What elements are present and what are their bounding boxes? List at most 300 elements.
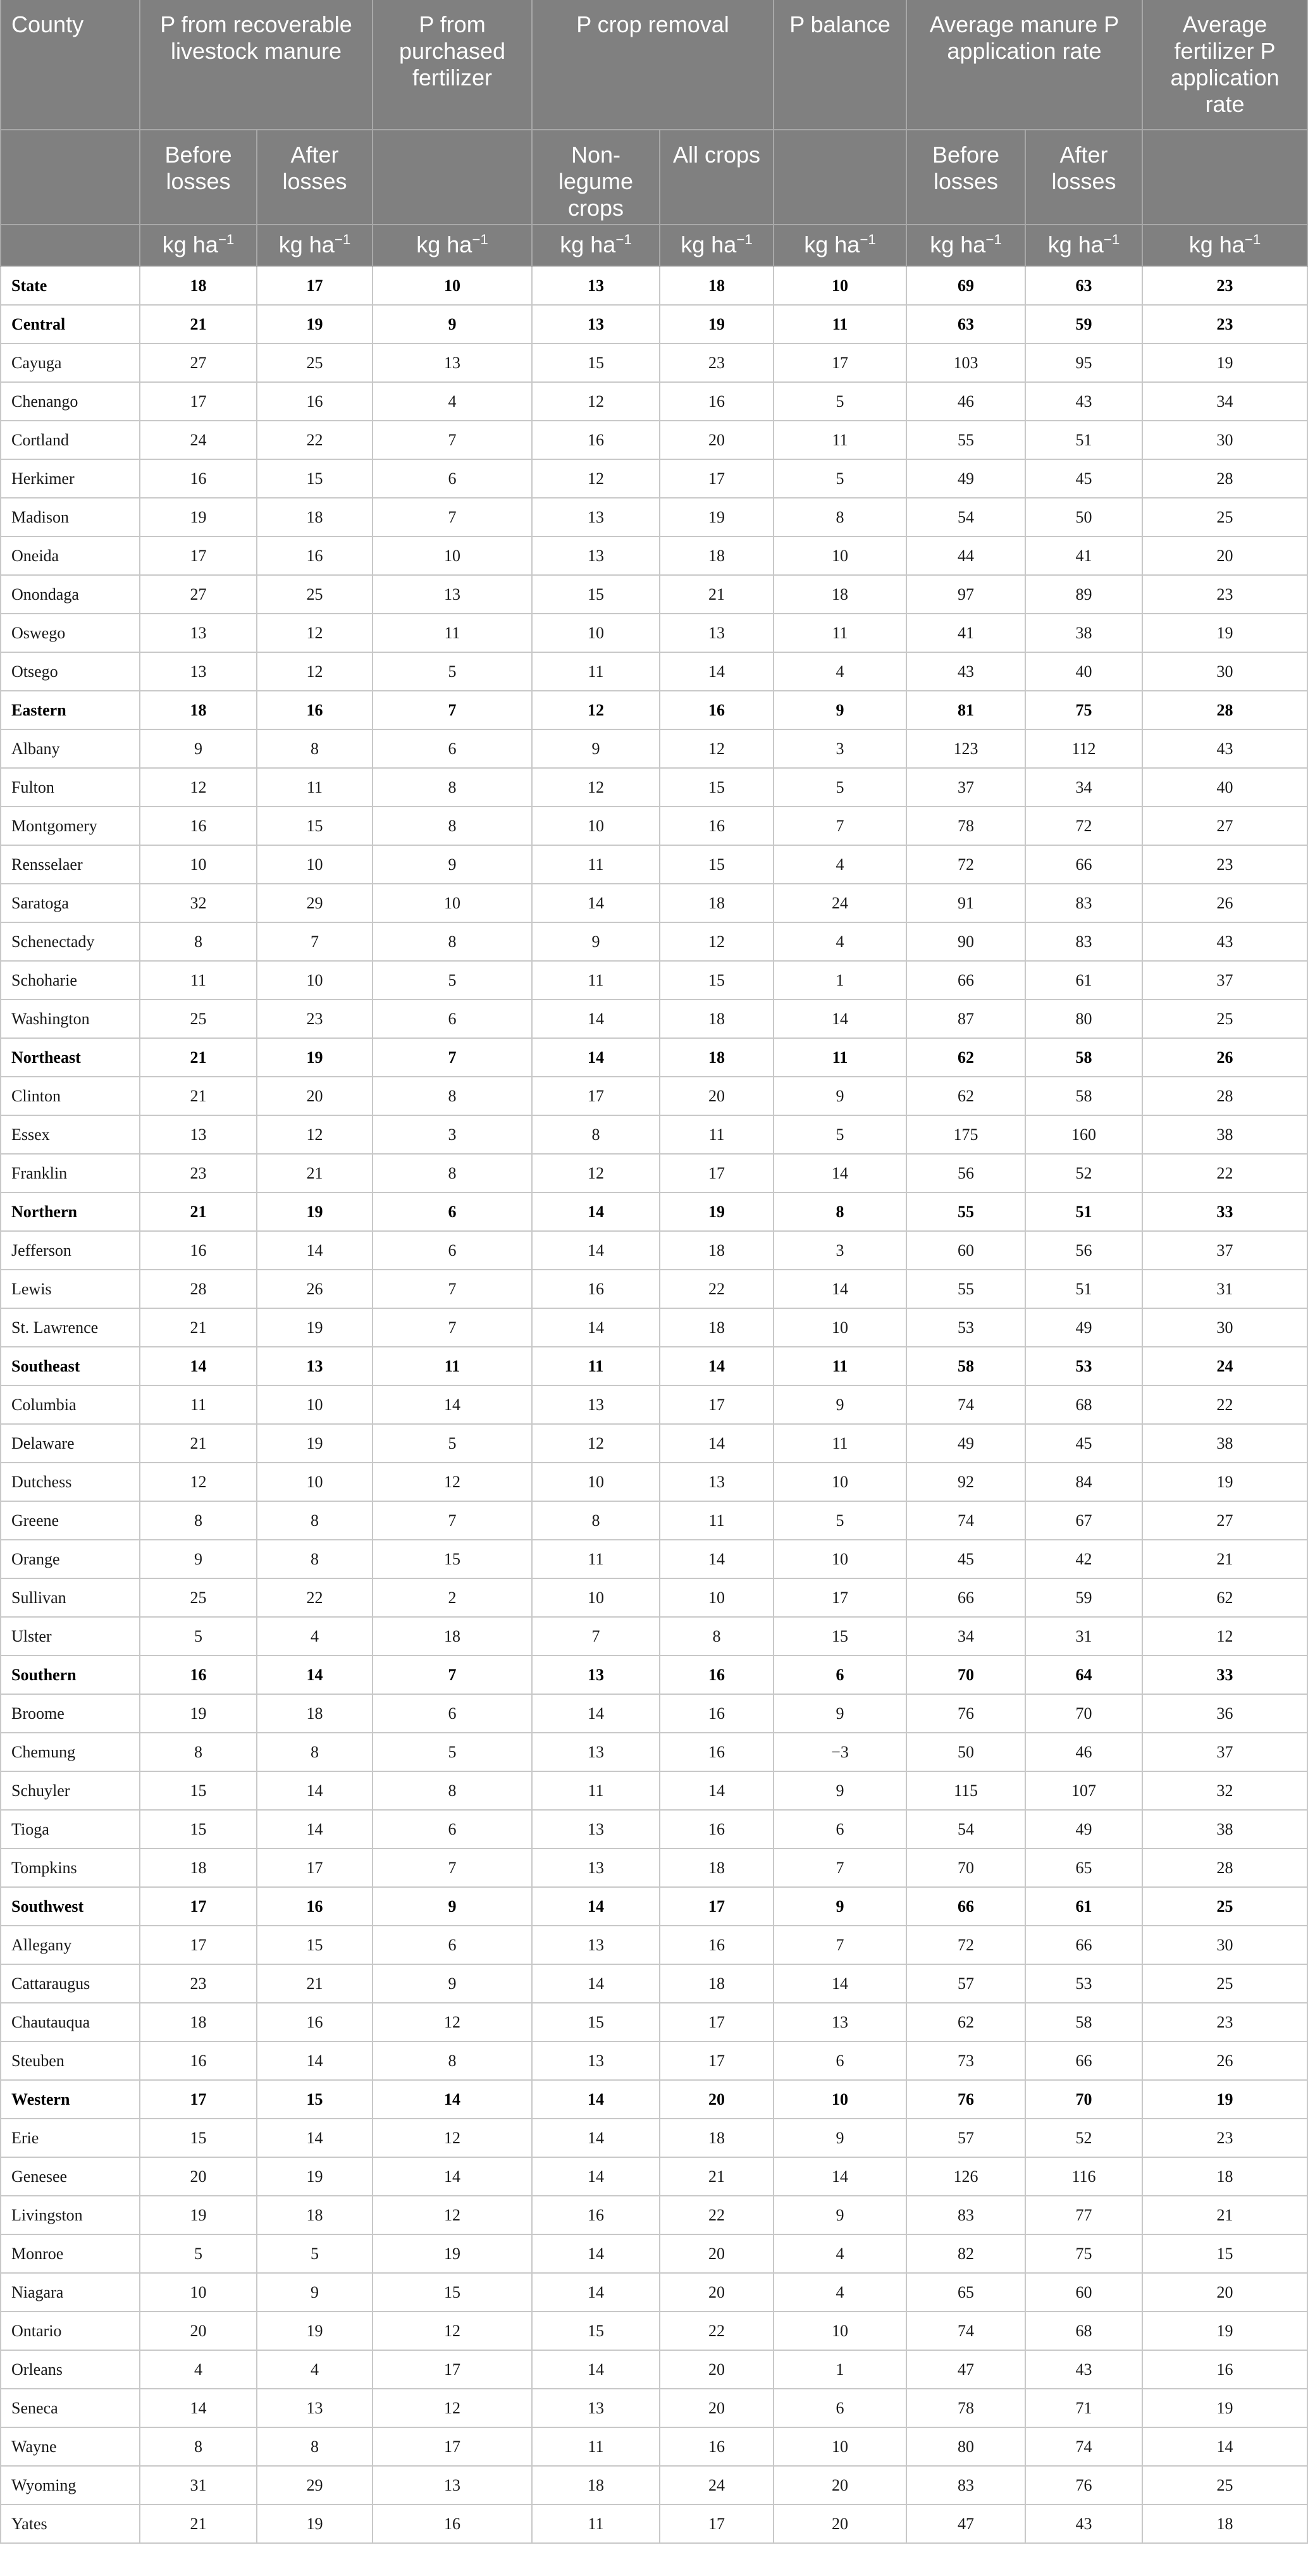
header-fertilizer-rate: Average fertilizer P application rate <box>1142 0 1307 130</box>
rate-before-cell: 49 <box>906 459 1025 498</box>
rate-before-cell: 82 <box>906 2234 1025 2273</box>
table-row <box>1 1501 1307 1540</box>
manure-before-cell: 16 <box>140 1656 257 1694</box>
fert-rate-cell: 26 <box>1142 2041 1307 2080</box>
balance-cell: 17 <box>774 344 906 382</box>
header-p-balance: P balance <box>774 0 906 130</box>
manure-before-cell: 14 <box>140 1347 257 1385</box>
header-all-crops: All crops <box>660 130 774 225</box>
region-row <box>1 1887 1307 1926</box>
manure-before-cell: 17 <box>140 382 257 421</box>
table-row <box>1 2196 1307 2234</box>
unit-label <box>660 225 774 266</box>
manure-before-cell: 15 <box>140 2119 257 2157</box>
manure-before-cell: 8 <box>140 1501 257 1540</box>
all-crops-cell: 16 <box>660 382 774 421</box>
balance-cell: 17 <box>774 1578 906 1617</box>
manure-before-cell: 11 <box>140 961 257 1000</box>
rate-after-cell: 42 <box>1025 1540 1142 1578</box>
county-cell: Southwest <box>1 1887 140 1926</box>
manure-after-cell: 14 <box>257 2041 373 2080</box>
rate-before-cell: 92 <box>906 1463 1025 1501</box>
county-cell: Northeast <box>1 1038 140 1077</box>
non-legume-cell: 13 <box>532 2389 660 2427</box>
non-legume-cell: 15 <box>532 344 660 382</box>
fert-rate-cell: 25 <box>1142 1887 1307 1926</box>
header-manure-before-losses: Before losses <box>140 130 257 225</box>
county-cell: Onondaga <box>1 575 140 614</box>
fert-rate-cell: 25 <box>1142 1964 1307 2003</box>
region-row <box>1 1038 1307 1077</box>
fert-rate-cell: 33 <box>1142 1192 1307 1231</box>
county-cell: Orange <box>1 1540 140 1578</box>
balance-cell: 6 <box>774 1810 906 1848</box>
manure-after-cell: 8 <box>257 729 373 768</box>
fertilizer-cell: 12 <box>373 2389 532 2427</box>
all-crops-cell: 21 <box>660 2157 774 2196</box>
manure-before-cell: 5 <box>140 2234 257 2273</box>
all-crops-cell: 18 <box>660 1964 774 2003</box>
rate-after-cell: 59 <box>1025 1578 1142 1617</box>
non-legume-cell: 15 <box>532 575 660 614</box>
fert-rate-cell: 19 <box>1142 2080 1307 2119</box>
header-non-legume-crops: Non-legume crops <box>532 130 660 225</box>
fertilizer-cell: 6 <box>373 1000 532 1038</box>
manure-before-cell: 13 <box>140 652 257 691</box>
unit-base: kg ha <box>681 232 737 257</box>
balance-cell: 5 <box>774 768 906 807</box>
table-row <box>1 729 1307 768</box>
fert-rate-cell: 30 <box>1142 1926 1307 1964</box>
balance-cell: 10 <box>774 2312 906 2350</box>
all-crops-cell: 14 <box>660 1424 774 1463</box>
region-row <box>1 1192 1307 1231</box>
manure-before-cell: 9 <box>140 729 257 768</box>
rate-before-cell: 58 <box>906 1347 1025 1385</box>
county-cell: Madison <box>1 498 140 536</box>
non-legume-cell: 14 <box>532 2273 660 2312</box>
balance-cell: 24 <box>774 884 906 922</box>
header-row-groups <box>1 0 1307 130</box>
balance-cell: 11 <box>774 421 906 459</box>
manure-before-cell: 17 <box>140 536 257 575</box>
rate-before-cell: 46 <box>906 382 1025 421</box>
fertilizer-cell: 2 <box>373 1578 532 1617</box>
fertilizer-cell: 8 <box>373 768 532 807</box>
rate-before-cell: 54 <box>906 498 1025 536</box>
table-row <box>1 1964 1307 2003</box>
manure-after-cell: 19 <box>257 1308 373 1347</box>
fert-rate-cell: 22 <box>1142 1154 1307 1192</box>
rate-after-cell: 65 <box>1025 1848 1142 1887</box>
manure-before-cell: 14 <box>140 2389 257 2427</box>
header-rate-before-losses: Before losses <box>906 130 1025 225</box>
header-blank <box>1 225 140 266</box>
manure-after-cell: 23 <box>257 1000 373 1038</box>
fertilizer-cell: 8 <box>373 922 532 961</box>
manure-after-cell: 19 <box>257 2157 373 2196</box>
rate-after-cell: 45 <box>1025 459 1142 498</box>
rate-after-cell: 34 <box>1025 768 1142 807</box>
fertilizer-cell: 8 <box>373 1771 532 1810</box>
fertilizer-cell: 9 <box>373 1887 532 1926</box>
fert-rate-cell: 32 <box>1142 1771 1307 1810</box>
non-legume-cell: 16 <box>532 1270 660 1308</box>
county-cell: Chenango <box>1 382 140 421</box>
all-crops-cell: 15 <box>660 961 774 1000</box>
rate-after-cell: 53 <box>1025 1964 1142 2003</box>
fert-rate-cell: 23 <box>1142 575 1307 614</box>
rate-after-cell: 49 <box>1025 1308 1142 1347</box>
balance-cell: 5 <box>774 1115 906 1154</box>
county-cell: Herkimer <box>1 459 140 498</box>
fertilizer-cell: 17 <box>373 2350 532 2389</box>
fert-rate-cell: 28 <box>1142 691 1307 729</box>
rate-before-cell: 97 <box>906 575 1025 614</box>
rate-before-cell: 37 <box>906 768 1025 807</box>
rate-after-cell: 80 <box>1025 1000 1142 1038</box>
all-crops-cell: 16 <box>660 2427 774 2466</box>
rate-after-cell: 61 <box>1025 961 1142 1000</box>
manure-before-cell: 16 <box>140 2041 257 2080</box>
manure-after-cell: 19 <box>257 1192 373 1231</box>
fert-rate-cell: 28 <box>1142 459 1307 498</box>
fert-rate-cell: 19 <box>1142 2312 1307 2350</box>
all-crops-cell: 16 <box>660 691 774 729</box>
table-row <box>1 1694 1307 1733</box>
all-crops-cell: 17 <box>660 2505 774 2543</box>
rate-before-cell: 45 <box>906 1540 1025 1578</box>
fert-rate-cell: 19 <box>1142 344 1307 382</box>
manure-before-cell: 18 <box>140 2003 257 2041</box>
rate-after-cell: 58 <box>1025 2003 1142 2041</box>
rate-after-cell: 58 <box>1025 1038 1142 1077</box>
manure-before-cell: 21 <box>140 1038 257 1077</box>
non-legume-cell: 18 <box>532 2466 660 2505</box>
balance-cell: 7 <box>774 1848 906 1887</box>
table-row <box>1 1308 1307 1347</box>
rate-after-cell: 59 <box>1025 305 1142 344</box>
manure-before-cell: 8 <box>140 1733 257 1771</box>
manure-before-cell: 9 <box>140 1540 257 1578</box>
balance-cell: 7 <box>774 807 906 845</box>
header-manure-after-losses: After losses <box>257 130 373 225</box>
fert-rate-cell: 20 <box>1142 2273 1307 2312</box>
all-crops-cell: 20 <box>660 421 774 459</box>
non-legume-cell: 13 <box>532 2041 660 2080</box>
table-row <box>1 2466 1307 2505</box>
balance-cell: 4 <box>774 922 906 961</box>
balance-cell: 9 <box>774 1771 906 1810</box>
manure-after-cell: 10 <box>257 961 373 1000</box>
unit-exponent: −1 <box>472 232 488 247</box>
all-crops-cell: 18 <box>660 1308 774 1347</box>
non-legume-cell: 14 <box>532 1038 660 1077</box>
non-legume-cell: 16 <box>532 421 660 459</box>
fertilizer-cell: 6 <box>373 459 532 498</box>
table-row <box>1 459 1307 498</box>
non-legume-cell: 13 <box>532 1385 660 1424</box>
unit-label <box>1142 225 1307 266</box>
county-cell: Genesee <box>1 2157 140 2196</box>
non-legume-cell: 14 <box>532 2157 660 2196</box>
rate-before-cell: 76 <box>906 2080 1025 2119</box>
balance-cell: 9 <box>774 691 906 729</box>
rate-before-cell: 55 <box>906 1270 1025 1308</box>
fertilizer-cell: 7 <box>373 498 532 536</box>
fertilizer-cell: 12 <box>373 2196 532 2234</box>
non-legume-cell: 12 <box>532 691 660 729</box>
table-row <box>1 498 1307 536</box>
all-crops-cell: 18 <box>660 536 774 575</box>
rate-after-cell: 67 <box>1025 1501 1142 1540</box>
fertilizer-cell: 6 <box>373 729 532 768</box>
manure-before-cell: 8 <box>140 922 257 961</box>
unit-label <box>1025 225 1142 266</box>
fert-rate-cell: 37 <box>1142 1733 1307 1771</box>
manure-after-cell: 22 <box>257 421 373 459</box>
rate-before-cell: 47 <box>906 2350 1025 2389</box>
county-cell: Wayne <box>1 2427 140 2466</box>
manure-after-cell: 15 <box>257 1926 373 1964</box>
rate-before-cell: 62 <box>906 2003 1025 2041</box>
manure-after-cell: 15 <box>257 2080 373 2119</box>
manure-after-cell: 16 <box>257 382 373 421</box>
table-row <box>1 1810 1307 1848</box>
unit-exponent: −1 <box>218 232 235 247</box>
county-cell: Tompkins <box>1 1848 140 1887</box>
fert-rate-cell: 23 <box>1142 305 1307 344</box>
rate-after-cell: 66 <box>1025 1926 1142 1964</box>
table-row <box>1 922 1307 961</box>
all-crops-cell: 15 <box>660 845 774 884</box>
rate-before-cell: 74 <box>906 1385 1025 1424</box>
all-crops-cell: 16 <box>660 1810 774 1848</box>
fertilizer-cell: 10 <box>373 884 532 922</box>
non-legume-cell: 14 <box>532 1964 660 2003</box>
non-legume-cell: 13 <box>532 536 660 575</box>
balance-cell: 6 <box>774 1656 906 1694</box>
rate-after-cell: 40 <box>1025 652 1142 691</box>
rate-after-cell: 70 <box>1025 1694 1142 1733</box>
county-cell: Allegany <box>1 1926 140 1964</box>
rate-before-cell: 41 <box>906 614 1025 652</box>
non-legume-cell: 11 <box>532 2505 660 2543</box>
table-row <box>1 2312 1307 2350</box>
fert-rate-cell: 19 <box>1142 614 1307 652</box>
fertilizer-cell: 9 <box>373 1964 532 2003</box>
county-cell: Cayuga <box>1 344 140 382</box>
rate-after-cell: 89 <box>1025 575 1142 614</box>
fertilizer-cell: 7 <box>373 421 532 459</box>
rate-before-cell: 66 <box>906 1578 1025 1617</box>
manure-before-cell: 28 <box>140 1270 257 1308</box>
manure-after-cell: 8 <box>257 1501 373 1540</box>
balance-cell: 18 <box>774 575 906 614</box>
manure-before-cell: 17 <box>140 2080 257 2119</box>
all-crops-cell: 18 <box>660 884 774 922</box>
rate-after-cell: 112 <box>1025 729 1142 768</box>
unit-label <box>257 225 373 266</box>
rate-before-cell: 66 <box>906 961 1025 1000</box>
fertilizer-cell: 13 <box>373 575 532 614</box>
manure-before-cell: 21 <box>140 305 257 344</box>
all-crops-cell: 12 <box>660 922 774 961</box>
non-legume-cell: 13 <box>532 305 660 344</box>
non-legume-cell: 13 <box>532 1810 660 1848</box>
non-legume-cell: 14 <box>532 1231 660 1270</box>
non-legume-cell: 12 <box>532 1424 660 1463</box>
balance-cell: 10 <box>774 1463 906 1501</box>
rate-after-cell: 84 <box>1025 1463 1142 1501</box>
fertilizer-cell: 5 <box>373 652 532 691</box>
county-cell: Tioga <box>1 1810 140 1848</box>
non-legume-cell: 14 <box>532 1192 660 1231</box>
fertilizer-cell: 3 <box>373 1115 532 1154</box>
all-crops-cell: 16 <box>660 1694 774 1733</box>
balance-cell: 6 <box>774 2389 906 2427</box>
fert-rate-cell: 23 <box>1142 2119 1307 2157</box>
rate-after-cell: 66 <box>1025 845 1142 884</box>
manure-before-cell: 4 <box>140 2350 257 2389</box>
fert-rate-cell: 26 <box>1142 884 1307 922</box>
fert-rate-cell: 37 <box>1142 961 1307 1000</box>
region-row <box>1 691 1307 729</box>
balance-cell: 9 <box>774 1887 906 1926</box>
table-row <box>1 1926 1307 1964</box>
county-cell: Steuben <box>1 2041 140 2080</box>
rate-before-cell: 62 <box>906 1038 1025 1077</box>
fert-rate-cell: 27 <box>1142 1501 1307 1540</box>
rate-after-cell: 64 <box>1025 1656 1142 1694</box>
all-crops-cell: 14 <box>660 1540 774 1578</box>
balance-cell: 11 <box>774 305 906 344</box>
rate-before-cell: 87 <box>906 1000 1025 1038</box>
all-crops-cell: 17 <box>660 1154 774 1192</box>
fertilizer-cell: 10 <box>373 266 532 305</box>
table-row <box>1 1733 1307 1771</box>
fertilizer-cell: 19 <box>373 2234 532 2273</box>
table-row <box>1 807 1307 845</box>
manure-before-cell: 19 <box>140 2196 257 2234</box>
balance-cell: 5 <box>774 459 906 498</box>
balance-cell: 10 <box>774 266 906 305</box>
manure-after-cell: 14 <box>257 1771 373 1810</box>
non-legume-cell: 14 <box>532 1887 660 1926</box>
fert-rate-cell: 27 <box>1142 807 1307 845</box>
balance-cell: 10 <box>774 536 906 575</box>
rate-after-cell: 76 <box>1025 2466 1142 2505</box>
table-row <box>1 1115 1307 1154</box>
table-row <box>1 1424 1307 1463</box>
manure-before-cell: 18 <box>140 691 257 729</box>
balance-cell: 10 <box>774 1308 906 1347</box>
manure-after-cell: 14 <box>257 1810 373 1848</box>
table-row <box>1 1270 1307 1308</box>
header-crop-removal: P crop removal <box>532 0 774 130</box>
non-legume-cell: 14 <box>532 1308 660 1347</box>
non-legume-cell: 8 <box>532 1501 660 1540</box>
non-legume-cell: 11 <box>532 1347 660 1385</box>
county-cell: Oswego <box>1 614 140 652</box>
balance-cell: 11 <box>774 1347 906 1385</box>
manure-before-cell: 21 <box>140 1077 257 1115</box>
manure-before-cell: 25 <box>140 1000 257 1038</box>
fert-rate-cell: 14 <box>1142 2427 1307 2466</box>
unit-base: kg ha <box>162 232 218 257</box>
all-crops-cell: 18 <box>660 1231 774 1270</box>
rate-after-cell: 51 <box>1025 1270 1142 1308</box>
fertilizer-cell: 7 <box>373 1656 532 1694</box>
manure-before-cell: 16 <box>140 807 257 845</box>
county-cell: Southern <box>1 1656 140 1694</box>
fert-rate-cell: 23 <box>1142 266 1307 305</box>
county-cell: Central <box>1 305 140 344</box>
all-crops-cell: 14 <box>660 1347 774 1385</box>
non-legume-cell: 13 <box>532 1926 660 1964</box>
non-legume-cell: 12 <box>532 382 660 421</box>
table-row <box>1 382 1307 421</box>
manure-before-cell: 10 <box>140 2273 257 2312</box>
non-legume-cell: 11 <box>532 1540 660 1578</box>
manure-after-cell: 5 <box>257 2234 373 2273</box>
manure-after-cell: 18 <box>257 1694 373 1733</box>
table-row <box>1 1771 1307 1810</box>
balance-cell: 9 <box>774 1077 906 1115</box>
table-row <box>1 1000 1307 1038</box>
non-legume-cell: 8 <box>532 1115 660 1154</box>
fert-rate-cell: 34 <box>1142 382 1307 421</box>
balance-cell: 1 <box>774 2350 906 2389</box>
manure-after-cell: 19 <box>257 1038 373 1077</box>
fert-rate-cell: 23 <box>1142 2003 1307 2041</box>
all-crops-cell: 24 <box>660 2466 774 2505</box>
unit-label <box>140 225 257 266</box>
manure-before-cell: 12 <box>140 768 257 807</box>
non-legume-cell: 11 <box>532 652 660 691</box>
non-legume-cell: 13 <box>532 266 660 305</box>
balance-cell: 8 <box>774 1192 906 1231</box>
table-row <box>1 1231 1307 1270</box>
fertilizer-cell: 9 <box>373 845 532 884</box>
unit-base: kg ha <box>278 232 335 257</box>
fertilizer-cell: 6 <box>373 1810 532 1848</box>
rate-after-cell: 60 <box>1025 2273 1142 2312</box>
manure-before-cell: 13 <box>140 614 257 652</box>
all-crops-cell: 20 <box>660 2350 774 2389</box>
county-cell: Montgomery <box>1 807 140 845</box>
rate-after-cell: 83 <box>1025 884 1142 922</box>
fert-rate-cell: 38 <box>1142 1810 1307 1848</box>
county-cell: Niagara <box>1 2273 140 2312</box>
balance-cell: 6 <box>774 2041 906 2080</box>
rate-after-cell: 52 <box>1025 2119 1142 2157</box>
balance-cell: 1 <box>774 961 906 1000</box>
manure-after-cell: 19 <box>257 2505 373 2543</box>
manure-before-cell: 15 <box>140 1810 257 1848</box>
manure-before-cell: 21 <box>140 1192 257 1231</box>
fertilizer-cell: 8 <box>373 1154 532 1192</box>
fertilizer-cell: 12 <box>373 2119 532 2157</box>
fert-rate-cell: 23 <box>1142 845 1307 884</box>
balance-cell: 14 <box>774 1964 906 2003</box>
fertilizer-cell: 5 <box>373 1424 532 1463</box>
table-row <box>1 2273 1307 2312</box>
table-row <box>1 2119 1307 2157</box>
unit-exponent: −1 <box>985 232 1002 247</box>
all-crops-cell: 20 <box>660 2273 774 2312</box>
manure-before-cell: 17 <box>140 1926 257 1964</box>
